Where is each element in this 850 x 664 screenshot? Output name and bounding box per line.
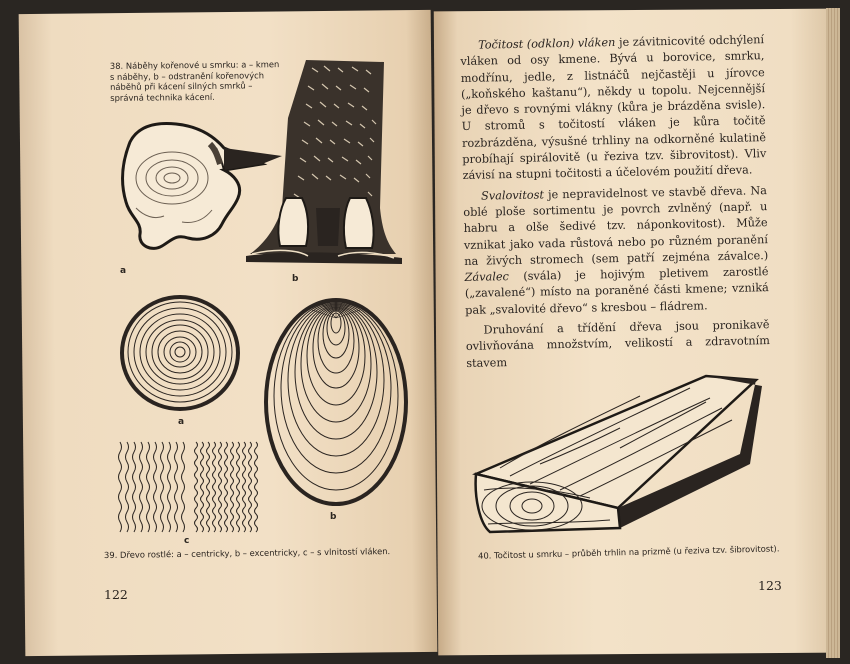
figure-38-label-b: b bbox=[292, 274, 299, 284]
caption-figure-40: 40. Točitost u smrku – průběh trhlin na prizmě (u řeziva tzv. šibrovitost). bbox=[477, 543, 780, 561]
figure-39a-centric-rings bbox=[118, 293, 242, 413]
figure-38-label-a: a bbox=[120, 266, 127, 276]
paragraph-tocitost-text: je závitnicovité odchýlení vláken od osy kmene. Bývá u borovice, smrku, modřínu, jedle, z listnáčů nejčastěji u jírovce („koňského kaštanu“), někdy u topolu. Nejcennější je dřevo s rovnými vlákny (kůra je brázděna svisle). U stromů s točitostí vláken je kůra točitě rozbrázděna, výsušné trhliny na odkorněné kulatině probíhají spirálovitě (u řeziva tzv. šibrovitost). Vliv závisí na stupni točitosti a účelovém použití dřeva. bbox=[460, 33, 767, 183]
page-number-left: 122 bbox=[104, 587, 128, 602]
caption-figure-39: 39. Dřevo rostlé: a – centricky, b – excentricky, c – s vlnitostí vláken. bbox=[103, 546, 391, 561]
figure-39b-eccentric-rings bbox=[262, 296, 410, 508]
page-edges bbox=[826, 8, 840, 658]
term-tocitost: Točitost (odklon) vláken bbox=[478, 36, 616, 52]
term-svalovitost: Svalovitost bbox=[480, 188, 545, 203]
figure-39-label-b: b bbox=[330, 512, 337, 522]
figure-38b-trunk bbox=[246, 58, 402, 268]
paragraph-svalovitost-text-b: (svála) je hojivým pletivem zarostlé („zavalené“) místo na poraněné části kmene; vzniká pak „svalovité dřevo“ s kresbou – fládrem. bbox=[464, 265, 769, 317]
term-zavalec: Závalec bbox=[464, 270, 510, 285]
paragraph-tocitost bbox=[460, 32, 767, 184]
figure-40-prism bbox=[470, 368, 770, 544]
paragraph-svalovitost bbox=[463, 183, 769, 319]
page-number-right: 123 bbox=[758, 578, 782, 593]
figure-39c-wavy-fibers bbox=[116, 440, 266, 534]
paragraph-druhovani: Druhování a třídění dřeva jsou pronikavě ovlivňována množstvím, velikostí a zdravotním stavem bbox=[465, 318, 770, 370]
paragraph-svalovitost-text-a: je nepravidelnost ve stavbě dřeva. Na oblé ploše sortimentu je povrch zvlněný (např. u habru a olše šedivé tzv. náponkovitost). Může vznikat jako vada růstová nebo po různém poranění na živých stromech (sem patří zejména závalce.) bbox=[463, 183, 769, 268]
right-page-body bbox=[460, 32, 770, 372]
figure-39-label-a: a bbox=[178, 417, 185, 427]
figure-39-label-c: c bbox=[184, 536, 190, 546]
caption-figure-38: 38. Náběhy kořenové u smrku: a – kmen s náběhy, b – odstranění kořenových náběhů při kácení silných smrků – správná technika kácení. bbox=[109, 59, 280, 103]
